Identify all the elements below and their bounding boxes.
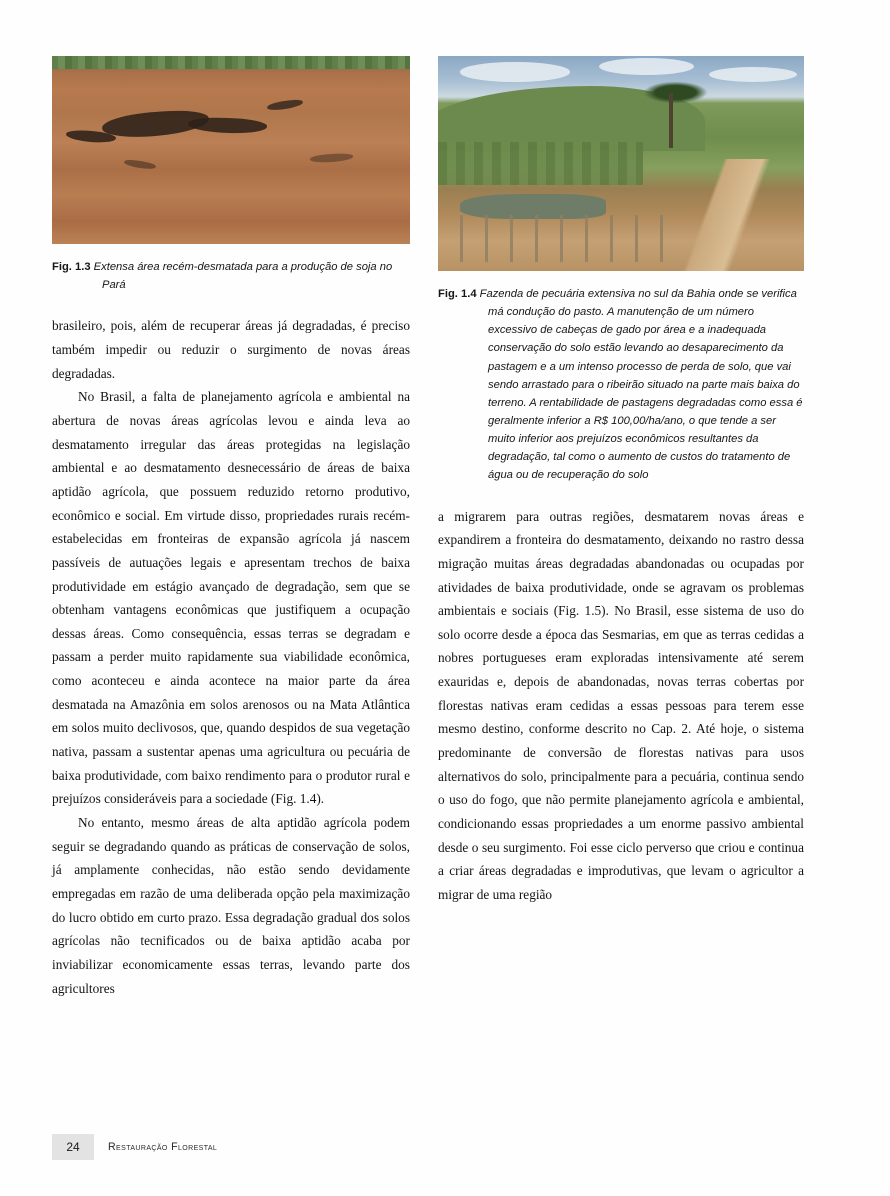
- paragraph: a migrarem para outras regiões, desmatarem novas áreas e expandirem a fronteira do desmatamento, deixando no rastro dessa migração muitas áreas degradadas abandonadas ou ocupadas por atividades de baixa produtividade, onde se agravam os problemas ambientais e sociais (Fig. 1.5). No Brasil, esse sistema de uso do solo ocorre desde a época das Sesmarias, em que as terras cedidas a nobres portugueses eram exploradas intensivamente até serem exauridas e, depois de abandonadas, novas terras cobertas por florestas nativas eram cedidas a essas pessoas para terem esse mesmo destino, conforme descrito no Cap. 2. Até hoje, o sistema predominante de conversão de florestas nativas para usos alternativos do solo, principalmente para a pecuária, continua sendo o uso do fogo, que não permite planejamento agrícola e ambiental, condicionando essas propriedades a um enorme passivo ambiental desde o seu surgimento. Foi esse ciclo perverso que criou e continua a criar áreas degradadas e improdutivas, que levam o agricultor a migrar de uma região: [438, 508, 804, 903]
- figure-1-3-label: Fig. 1.3: [52, 261, 91, 273]
- left-column-body: [52, 314, 410, 1000]
- running-head: Restauração Florestal: [108, 1141, 218, 1153]
- figure-1-3-caption: [52, 258, 410, 294]
- paragraph: No entanto, mesmo áreas de alta aptidão agrícola podem seguir se degradando quando as práticas de conservação de solos, já amplamente conhecidas, não estão sendo devidamente empregadas em razão de uma deliberada opção pela maximização do lucro obtido em curto prazo. Essa degradação gradual dos solos agrícolas não tecnificados ou de baixa aptidão acaba por inviabilizar economicamente essas terras, levando parte dos agricultores: [52, 815, 410, 996]
- figure-1-3-caption-text: Extensa área recém-desmatada para a produção de soja no Pará: [93, 261, 393, 292]
- paragraph: brasileiro, pois, além de recuperar áreas já degradadas, é preciso também impedir ou reduzir o surgimento de novas áreas degradadas.: [52, 318, 410, 381]
- figure-1-3: [52, 56, 410, 294]
- figure-1-4-caption: [438, 285, 804, 485]
- figure-1-3-photo: [52, 56, 410, 244]
- right-column: [438, 56, 804, 907]
- paragraph: No Brasil, a falta de planejamento agrícola e ambiental na abertura de novas áreas agrícolas levou e ainda leva ao desmatamento irregular das áreas protegidas na legislação ambiental e ao desmatamento desnecessário de áreas de baixa aptidão agrícola, que possuem reduzido retorno produtivo, econômico e social. Em virtude disso, propriedades rurais recém-estabelecidas em fronteiras de expansão agrícola já nascem passíveis de autuações legais e apresentam trechos de baixa produtividade em estágio avançado de degradação, sem que se obtenham vantagens econômicas que justifiquem a ocupação dessas áreas. Como consequência, essas terras se degradam e passam a perder muito rapidamente sua viabilidade econômica, como aconteceu e ainda acontece na maior parte da área desmatada na Amazônia em solos arenosos ou na Mata Atlântica em solos muito declivosos, que, quando despidos de sua vegetação nativa, passam a sustentar apenas uma agricultura ou pecuária de baixa produtividade, com baixo rendimento para o produtor rural e prejuízos consideráveis para a sociedade (Fig. 1.4).: [52, 389, 410, 807]
- page-number: 24: [52, 1134, 94, 1160]
- figure-1-4: [438, 56, 804, 485]
- figure-1-4-photo: [438, 56, 804, 271]
- figure-1-4-caption-text: Fazenda de pecuária extensiva no sul da Bahia onde se verifica má condução do pasto. A manutenção de um número excessivo de cabeças de gado por área e a inadequada conservação do solo estão levando ao desaparecimento da pastagem e a um intenso processo de perda de solo, que vai sendo arrastado para o ribeirão situado na parte mais baixa do terreno. A rentabilidade de pastagens degradadas como essa é geralmente inferior a R$ 100,00/ha/ano, o que tende a ser muito inferior aos prejuízos econômicos resultantes da degradação, tal como o aumento de custos do tratamento de água ou de recuperação do solo: [479, 288, 803, 482]
- right-column-body: [438, 505, 804, 907]
- left-column: [52, 56, 410, 1000]
- figure-1-4-label: Fig. 1.4: [438, 288, 477, 300]
- page-footer: [52, 1134, 217, 1160]
